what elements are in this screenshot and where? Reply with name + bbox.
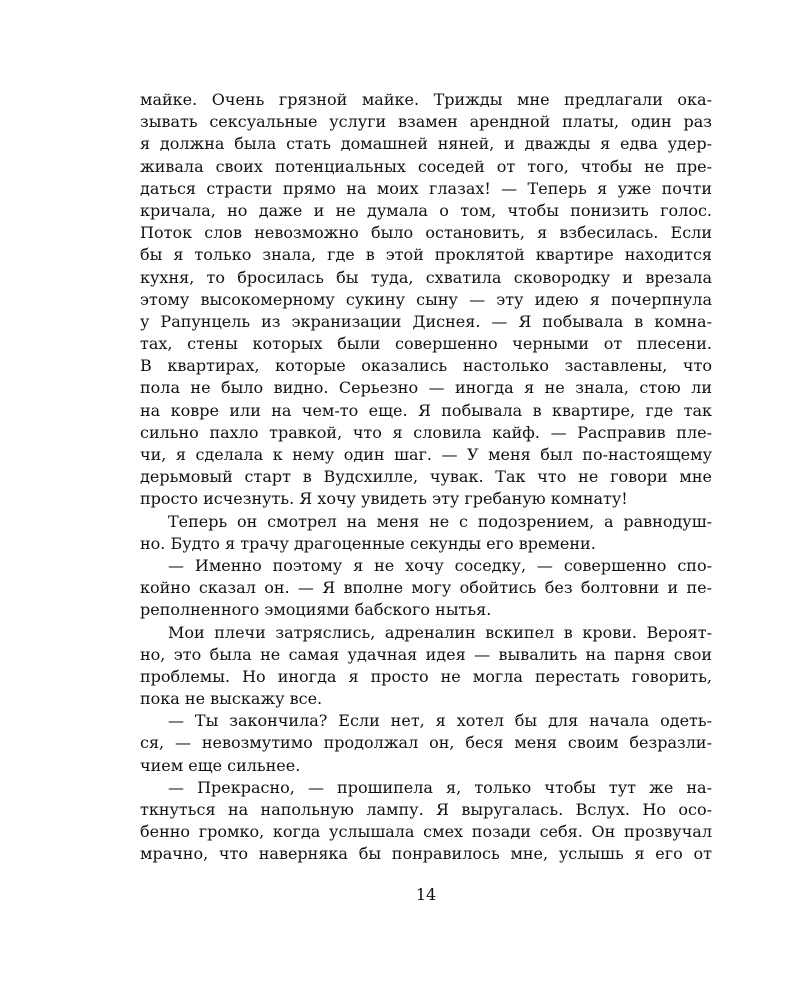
text-line: дерьмовый старт в Вудсхилле, чувак. Так что не говори мне (140, 467, 712, 487)
text-line: койно сказал он. — Я вполне могу обойтись без болтовни и пе- (140, 578, 712, 598)
text-line: бенно громко, когда услышала смех позади себя. Он прозвучал (140, 822, 712, 842)
text-line: ткнуться на напольную лампу. Я выругалась. Вслух. Но осо- (140, 800, 712, 819)
text-line: реполненного эмоциями бабского нытья. (140, 600, 492, 620)
text-line: кричала, но даже и не думала о том, чтобы понизить голос. (140, 200, 712, 220)
text-line: — Именно поэтому я не хочу соседку, — совершенно спо- (168, 555, 712, 575)
text-line: мрачно, что наверняка бы понравилось мне, услышь я его от (140, 844, 712, 864)
text-line: тах, стены которых были совершенно черными от плесени. (140, 334, 712, 354)
text-line: просто исчезнуть. Я хочу увидеть эту гребаную комнату! (140, 489, 628, 509)
text-line: но, это была не самая удачная идея — вывалить на парня свои (140, 644, 712, 664)
text-line: Теперь он смотрел на меня не с подозрением, а равнодуш- (168, 511, 712, 531)
text-line: бы я только знала, где в этой проклятой квартире находится (140, 245, 712, 265)
text-line: я должна была стать домашней няней, и дважды я едва удер- (140, 134, 712, 154)
text-line: ся, — невозмутимо продолжал он, беся меня своим безразли- (140, 733, 712, 753)
text-line: кухня, то бросилась бы туда, схватила сковородку и врезала (140, 267, 712, 287)
text-line: сильно пахло травкой, что я словила кайф. — Расправив пле- (140, 422, 712, 442)
text-line: чи, я сделала к нему один шаг. — У меня был по-настоящему (140, 445, 712, 464)
text-line: этому высокомерному сукину сыну — эту идею я почерпнула (140, 289, 712, 309)
page-number: 14 (415, 885, 437, 904)
text-line: майке. Очень грязной майке. Трижды мне предлагали ока- (140, 90, 712, 109)
text-line: пола не было видно. Серьезно — иногда я не знала, стою ли (140, 378, 712, 398)
text-line: даться страсти прямо на моих глазах! — Теперь я уже почти (140, 178, 712, 198)
text-line: чием еще сильнее. (140, 755, 301, 775)
text-line: Мои плечи затряслись, адреналин вскипел в крови. Вероят- (168, 622, 712, 642)
text-line: у Рапунцель из экранизации Диснея. — Я побывала в комна- (140, 311, 712, 331)
text-line: проблемы. Но иногда я просто не могла перестать говорить, (140, 666, 712, 686)
text-line: В квартирах, которые оказались настолько заставлены, что (140, 356, 712, 376)
text-line: живала своих потенциальных соседей от того, чтобы не пре- (140, 156, 712, 176)
text-line: пока не выскажу все. (140, 689, 323, 709)
text-line: — Ты закончила? Если нет, я хотел бы для начала одеть- (168, 711, 712, 731)
text-line: зывать сексуальные услуги взамен арендной платы, один раз (140, 112, 712, 132)
text-line: Поток слов невозможно было остановить, я взбесилась. Если (140, 223, 712, 243)
text-line: на ковре или на чем-то еще. Я побывала в квартире, где так (140, 400, 712, 420)
body-text (140, 89, 712, 866)
text-line: — Прекрасно, — прошипела я, только чтобы тут же на- (168, 777, 712, 797)
text-line: но. Будто я трачу драгоценные секунды его времени. (140, 533, 596, 553)
